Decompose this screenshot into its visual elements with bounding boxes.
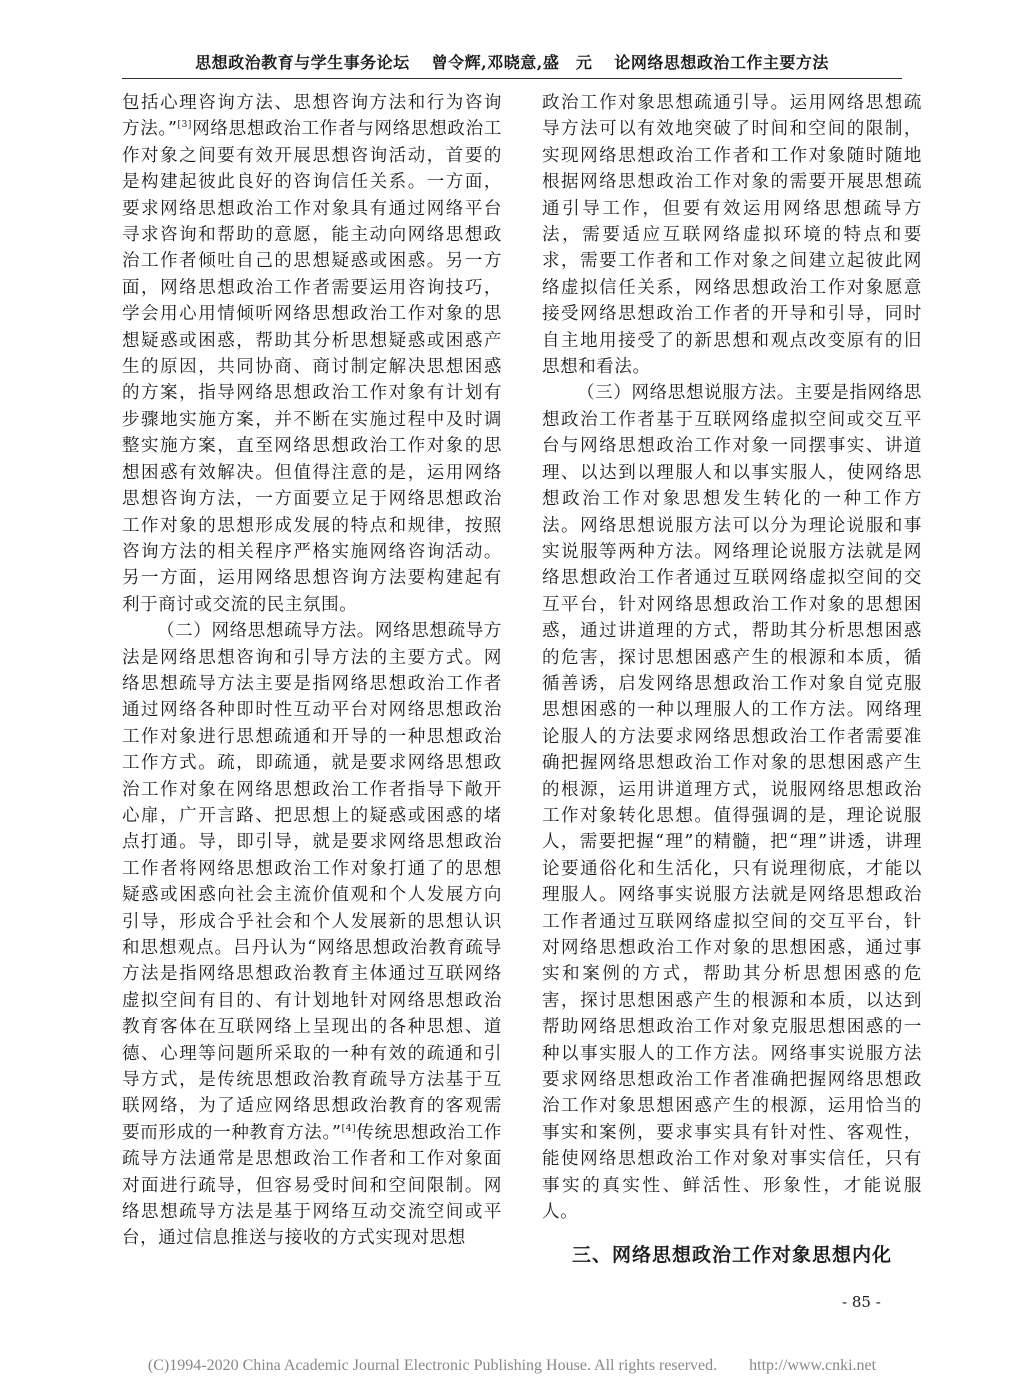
citation-ref: [3] xyxy=(177,120,193,131)
paragraph-text: 包括心理咨询方法、思想咨询方法和行为咨询方法。” xyxy=(122,93,502,140)
running-header xyxy=(122,50,902,73)
copyright-footer: (C)1994-2020 China Academic Journal Electronic Publishing House. All rights reserved. http://www.cnki.net xyxy=(147,1357,877,1374)
author-names: 曾令辉,邓晓意,盛 元 xyxy=(431,53,593,72)
paragraph-text: 网络思想政治工作者与网络思想政治工作对象之间要有效开展思想咨询活动，首要的是构建起彼此良好的咨询信任关系。一方面，要求网络思想政治工作对象具有通过网络平台寻求咨询和帮助的意愿，能主动向网络思想政治工作者倾吐自己的思想疑惑或困惑。另一方面，网络思想政治工作者需要运用咨询技巧，学会用心用情倾听网络思想政治工作对象的思想疑惑或困惑，帮助其分析思想疑惑或困惑产生的原因，共同协商、商讨制定解决思想困惑的方案，指导网络思想政治工作对象有计划有步骤地实施方案，并不断在实施过程中及时调整实施方案，直至网络思想政治工作对象的思想困惑有效解决。但值得注意的是，运用网络思想咨询方法，一方面要立足于网络思想政治工作对象的思想形成发展的特点和规律，按照咨询方法的相关程序严格实施网络咨询活动。另一方面，运用网络思想咨询方法要构建起有利于商讨或交流的民主氛围。 xyxy=(122,119,502,615)
right-column xyxy=(542,90,922,1225)
article-title: 论网络思想政治工作主要方法 xyxy=(614,53,829,72)
paragraph-persuasion-method: （三）网络思想说服方法。主要是指网络思想政治工作者基于互联网络虚拟空间或交互平台与网络思想政治工作对象一同摆事实、讲道理、以达到以理服人和以事实服人，使网络思想政治工作对象思想发生转化的一种工作方法。网络思想说服方法可以分为理论说服和事实说服等两种方法。网络理论说服方法就是网络思想政治工作者通过互联网络虚拟空间的交互平台，针对网络思想政治工作对象的思想困惑，通过讲道理的方式，帮助其分析思想困惑的危害，探讨思想困惑产生的根源和本质，循循善诱，启发网络思想政治工作对象自觉克服思想困惑的一种以理服人的工作方法。网络理论服人的方法要求网络思想政治工作者需要准确把握网络思想政治工作对象的思想困惑产生的根源，运用讲道理方式，说服网络思想政治工作对象转化思想。值得强调的是，理论说服人，需要把握“理”的精髓，把“理”讲透，讲理论要通俗化和生活化，只有说理彻底，才能以理服人。网络事实说服方法就是网络思想政治工作者通过互联网络虚拟空间的交互平台，针对网络思想政治工作对象的思想困惑，通过事实和案例的方式，帮助其分析思想困惑的危害，探讨思想困惑产生的根源和本质，以达到帮助网络思想政治工作对象克服思想困惑的一种以事实服人的工作方法。网络事实说服方法要求网络思想政治工作者准确把握网络思想政治工作对象思想困惑产生的根源，运用恰当的事实和案例，要求事实具有针对性、客观性，能使网络思想政治工作对象对事实信任，只有事实的真实性、鲜活性、形象性，才能说服人。 xyxy=(542,383,922,1223)
left-column xyxy=(122,90,502,1252)
paragraph-text: 传统思想政治工作疏导方法通常是思想政治工作者和工作对象面对面进行疏导，但容易受时间和空间限制。网络思想疏导方法是基于网络互动交流空间或平台，通过信息推送与接收的方式实现对思想 xyxy=(122,1122,502,1249)
page-number: - 85 - xyxy=(842,1293,881,1311)
journal-name: 思想政治教育与学生事务论坛 xyxy=(195,53,410,72)
section-heading: 三、网络思想政治工作对象思想内化 xyxy=(571,1244,892,1266)
paragraph-continued xyxy=(122,90,502,618)
paragraph-text: （二）网络思想疏导方法。网络思想疏导方法是网络思想咨询和引导方法的主要方式。网络思想疏导方法主要是指网络思想政治工作者通过网络各种即时性互动平台对网络思想政治工作对象进行思想疏通和开导的一种思想政治工作方式。疏，即疏通，就是要求网络思想政治工作对象在网络思想政治工作者指导下敞开心扉，广开言路、把思想上的疑惑或困惑的堵点打通。导，即引导，就是要求网络思想政治工作者将网络思想政治工作对象打通了的思想疑惑或困惑向社会主流价值观和个人发展方向引导，形成合乎社会和个人发展新的思想认识和思想观点。吕丹认为“网络思想政治教育疏导方法是指网络思想政治教育主体通过互联网络虚拟空间有目的、有计划地针对网络思想政治教育客体在互联网络上呈现出的各种思想、道德、心理等问题所采取的一种有效的疏通和引导方式，是传统思想政治教育疏导方法基于互联网络，为了适应网络思想政治教育的客观需要而形成的一种教育方法。” xyxy=(122,621,502,1143)
header-rule xyxy=(122,78,902,79)
paragraph-continued: 政治工作对象思想疏通引导。运用网络思想疏导方法可以有效地突破了时间和空间的限制，实现网络思想政治工作者和工作对象随时随地根据网络思想政治工作对象的需要开展思想疏通引导工作，但要有效运用网络思想疏导方法，需要适应互联网络虚拟环境的特点和要求，需要工作者和工作对象之间建立起彼此网络虚拟信任关系，网络思想政治工作对象愿意接受网络思想政治工作者的开导和引导，同时自主地用接受了的新思想和观点改变原有的旧思想和看法。 xyxy=(542,93,922,378)
paragraph-thought-guidance xyxy=(122,618,502,1252)
citation-ref: [4] xyxy=(341,1124,357,1135)
